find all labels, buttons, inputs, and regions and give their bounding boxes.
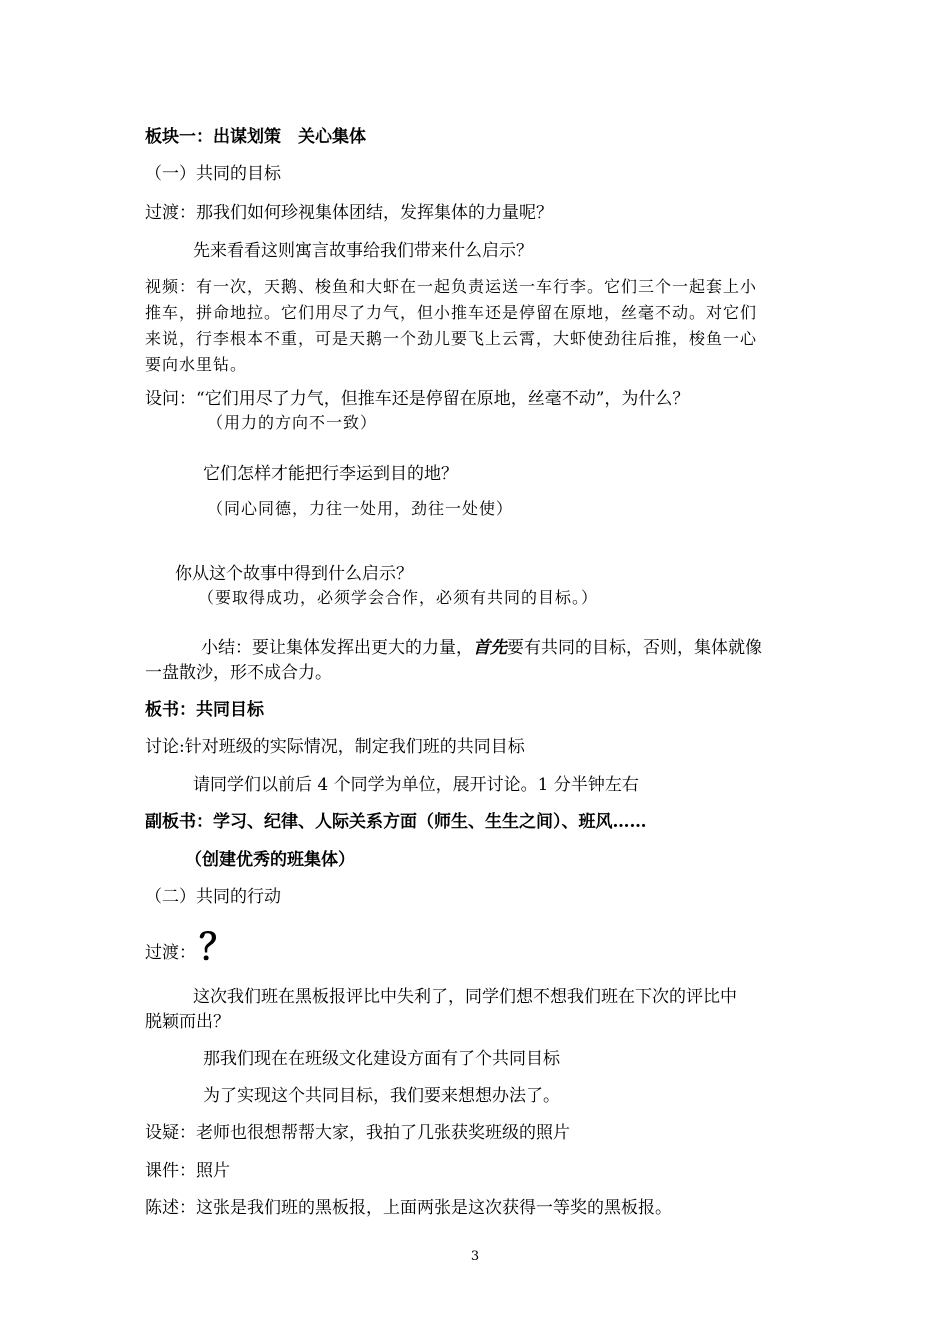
summary-prefix: 小结：要让集体发挥出更大的力量，: [201, 638, 473, 658]
video-line-1: 视频：有一次，天鹅、梭鱼和大虾在一起负责运送一车行李。它们三个一起套上小: [145, 277, 758, 296]
statement-text: 陈述：这张是我们班的黑板报，上面两张是这次获得一等奖的黑板报。: [145, 1198, 672, 1218]
video-line-4: 要向水里钻。: [145, 355, 248, 374]
secondary-board-note: （创建优秀的班集体）: [185, 850, 355, 870]
secondary-board-writing: 副板书：学习、纪律、人际关系方面（师生、生生之间）、班风……: [145, 812, 647, 832]
video-line-2: 推车，拼命地拉。它们用尽了力气，但小推车还是停留在原地，丝毫不动。对它们: [145, 303, 758, 322]
transition-text: 过渡：那我们如何珍视集体团结，发挥集体的力量呢？: [145, 203, 553, 223]
video-line-3: 来说，行李根本不重，可是天鹅一个劲儿要飞上云霄，大虾使劲往后推，梭鱼一心: [145, 329, 758, 348]
paragraph-2: 那我们现在在班级文化建设方面有了个共同目标: [203, 1049, 560, 1069]
paragraph-1-line-2: 脱颖而出？: [145, 1012, 230, 1032]
summary-suffix: 要有共同的目标，否则，集体就像: [507, 638, 762, 658]
question-3: 你从这个故事中得到什么启示？: [175, 564, 413, 584]
setup-question: 设疑：老师也很想帮帮大家，我拍了几张获奖班级的照片: [145, 1123, 570, 1143]
discussion-instructions: 请同学们以前后 4 个同学为单位，展开讨论。1 分半钟左右: [193, 775, 639, 795]
discussion-text: 讨论:针对班级的实际情况，制定我们班的共同目标: [145, 737, 525, 757]
intro-text: 先来看看这则寓言故事给我们带来什么启示？: [193, 241, 533, 261]
courseware-label: 课件：照片: [145, 1161, 230, 1181]
question-1: 设问：“它们用尽了力气，但推车还是停留在原地，丝毫不动”，为什么？: [145, 389, 690, 409]
page-number: 3: [470, 1249, 480, 1264]
answer-1: （用力的方向不一致）: [207, 413, 378, 432]
answer-3: （要取得成功，必须学会合作，必须有共同的目标。）: [198, 588, 599, 607]
question-2: 它们怎样才能把行李运到目的地？: [203, 464, 458, 484]
question-mark-icon: ？: [199, 927, 236, 968]
answer-2: （同心同德，力往一处用，劲往一处使）: [207, 499, 514, 518]
section-title: 板块一：出谋划策 关心集体: [145, 127, 366, 147]
paragraph-3: 为了实现这个共同目标，我们要来想想办法了。: [203, 1086, 560, 1106]
board-writing: 板书：共同目标: [145, 700, 264, 720]
paragraph-1-line-1: 这次我们班在黑板报评比中失利了，同学们想不想我们班在下次的评比中: [193, 987, 737, 1007]
transition-2-label: 过渡：: [145, 943, 196, 963]
summary-line-2: 一盘散沙，形不成合力。: [145, 663, 332, 683]
subheading-common-action: （二）共同的行动: [145, 887, 281, 907]
subheading-common-goal: （一）共同的目标: [145, 164, 281, 184]
summary-emphasis: 首先: [473, 638, 507, 658]
summary-line-1: [201, 637, 762, 659]
